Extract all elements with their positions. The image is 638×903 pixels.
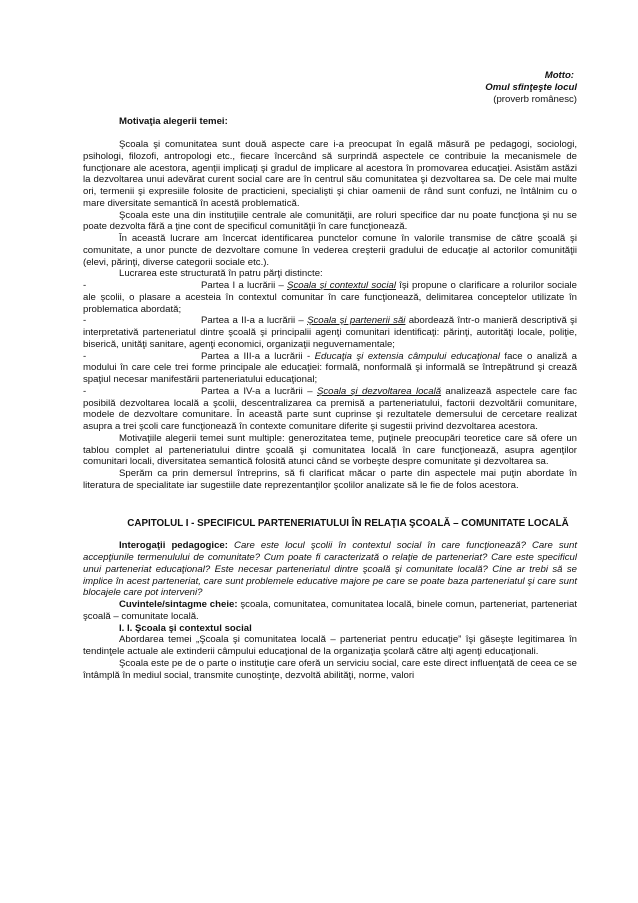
section-title: I. I. Şcoala şi contextul social: [119, 622, 252, 634]
keywords: [83, 599, 577, 623]
part-item: [83, 351, 577, 386]
list-dash: -: [83, 385, 87, 397]
list-dash: -: [83, 315, 87, 327]
part-item: [83, 315, 577, 350]
motivation-paragraph-3: În această lucrare am încercat identificarea punctelor comune în valorile transmise de către şcoală şi comunitate, a unor puncte de dezvoltare comune în vederea creşterii gradului de educaţie al actorilor comunităţii (elevi, părinţi, diverse categorii sociale etc.).: [83, 233, 577, 268]
part-lead: Partea a III-a a lucrării -: [201, 350, 315, 362]
document-page: [83, 70, 577, 681]
part-lead: Partea I a lucrării –: [201, 280, 288, 291]
motivation-paragraph-4: Lucrarea este structurată în patru părţi distincte:: [119, 268, 323, 280]
part-title: Şcoala şi partenerii săi: [307, 315, 406, 327]
closing-paragraph-1: Motivaţiile alegerii temei sunt multiple: generozitatea teme, puţinele preocupări teoretice care să ofere un tablou complet al parteneriatului dintre şcoală şi comunitatea locală în care funcţionează, asupra agenţilor comunitari locali, diversitatea semantică folosită atunci când se vorbeşte despre comunitate şi dezvoltarea sa.: [83, 432, 577, 468]
motivation-paragraph-2: Şcoala este una din instituţiile centrale ale comunităţii, are roluri specifice dar nu poate funcţiona şi nu se poate dezvolta fără a ţine cont de specificul comunităţii în care funcţionează.: [83, 209, 577, 233]
chapter-title: CAPITOLUL I - SPECIFICUL PARTENERIATULUI ÎN RELAŢIA ŞCOALĂ – COMUNITATE LOCALĂ: [127, 517, 569, 529]
part-lead: Partea a II-a a lucrării –: [201, 315, 308, 327]
list-dash: -: [83, 280, 87, 291]
motto-block: [83, 70, 577, 105]
motto-source: (proverb românesc): [493, 93, 577, 105]
part-title: Şcoala şi contextul social: [287, 280, 396, 291]
closing-paragraph-2: Sperăm ca prin demersul întreprins, să fi clarificat măcar o parte din aspectele mai puţin abordate în literatura de specialitate iar sugestiile date reprezentanţilor şcolilor analizate să le fie de folos acestora.: [83, 468, 577, 491]
section-paragraph-2: Şcoala este pe de o parte o instituţie care oferă un serviciu social, care este direct influenţată de ceea ce se întâmplă în mediul social, transmite cunoştinţe, dezvoltă abilităţi, norme, valori: [83, 657, 577, 681]
part-description: face o analiză a modului în care cele trei forme principale ale educaţiei: formală, nonformală şi informală se întrepătrund şi crează spaţiul necesar manifestării parteneriatului educaţional;: [83, 350, 577, 385]
list-dash: -: [83, 350, 87, 362]
keywords-text: şcoala, comunitatea, comunitatea locală, binele comun, parteneriat, parteneriat şcoală – comunitate locală.: [83, 599, 577, 622]
part-description: analizează aspectele care fac posibilă dezvoltarea locală a şcolii, descentralizarea ca premisă a parteneriatului, factorii dezvoltării comunitare, modele de dezvoltare comunitare. În această parte sunt cuprinse şi rezultatele demersului de cercetare realizat asupra a trei şcoli care funcţionează în contexte comunitare diferite şi sugestii privind dezvoltarea acestora.: [83, 385, 578, 432]
questions-label: Interogaţii pedagogice:: [119, 540, 228, 552]
questions-text: Care este locul şcolii în contextul social în care funcţionează? Care sunt accepţiunile termenulului de comunitate? Cum poate fi caracterizată o relaţie de parteneriat? Care este specificul unui parteneriat educaţional? Este necesar parteneriatul dintre şcoală şi comunitate locală? Cine ar trebi să se implice în acest parteneriat, care sunt problemele educative majore pe care se poate baza parteneriatul şi care sunt blocajele care pot interveni?: [83, 540, 577, 599]
part-lead: Partea a IV-a a lucrării –: [201, 385, 317, 397]
part-item: [83, 386, 577, 433]
motto-label: Motto:: [544, 70, 574, 81]
keywords-label: Cuvintele/sintagme cheie:: [119, 599, 238, 610]
pedagogical-questions: [83, 540, 577, 599]
motivation-paragraph-1: Şcoala şi comunitatea sunt două aspecte care i-a preocupat în egală măsură pe pedagogi, sociologi, psihologi, filozofi, antropologi etc., fiecare încercând să surprindă aspectele ce contribuie la mecanismele de funcţionare ale acestora, agenţii implicaţi şi gradul de implicare al acestora în promovarea educaţiei. Asistăm astăzi la dezvoltarea unui adevărat curent social care are în centrul său comunitatea şi dezvoltarea sa. De cele mai multe ori, termenii şi expresiile folosite de practicieni, specialişti şi chiar oamenii de rând sunt confuzi, ne întâlnim cu o mare diversitate semantică în acestă problematică.: [83, 139, 577, 209]
motivation-heading: Motivaţia alegerii temei:: [119, 116, 228, 128]
part-title: Şcoala şi dezvoltarea locală: [316, 385, 442, 397]
section-paragraph-1: Abordarea temei „Şcoala şi comunitatea locală – parteneriat pentru educaţie” îşi găseşte legitimarea în tendinţele actuale ale extinderii câmpului educaţional de la organizaţia şcolară către alţi agenţi educaţionali.: [83, 634, 577, 657]
part-description: abordează într-o manieră descriptivă şi interpretativă parteneriatul dintre şcoală şi principalii agenţi comunitari identificaţi: părinţi, autorităţi locale, poliţie, biserică, unităţi sanitare, agenţi economici, organizaţii neguvernamentale;: [83, 315, 577, 350]
part-title: Educaţia şi extensia câmpului educaţional: [314, 350, 500, 362]
part-item: [83, 280, 577, 315]
part-description: îşi propune o clarificare a rolurilor sociale ale şcolii, o plasare a acesteia în contextul comunitar în care funcţionează, delimitarea conceptelor utilizate în problematica abordată;: [83, 280, 577, 315]
motto-quote: Omul sfinţeşte locul: [485, 81, 577, 93]
